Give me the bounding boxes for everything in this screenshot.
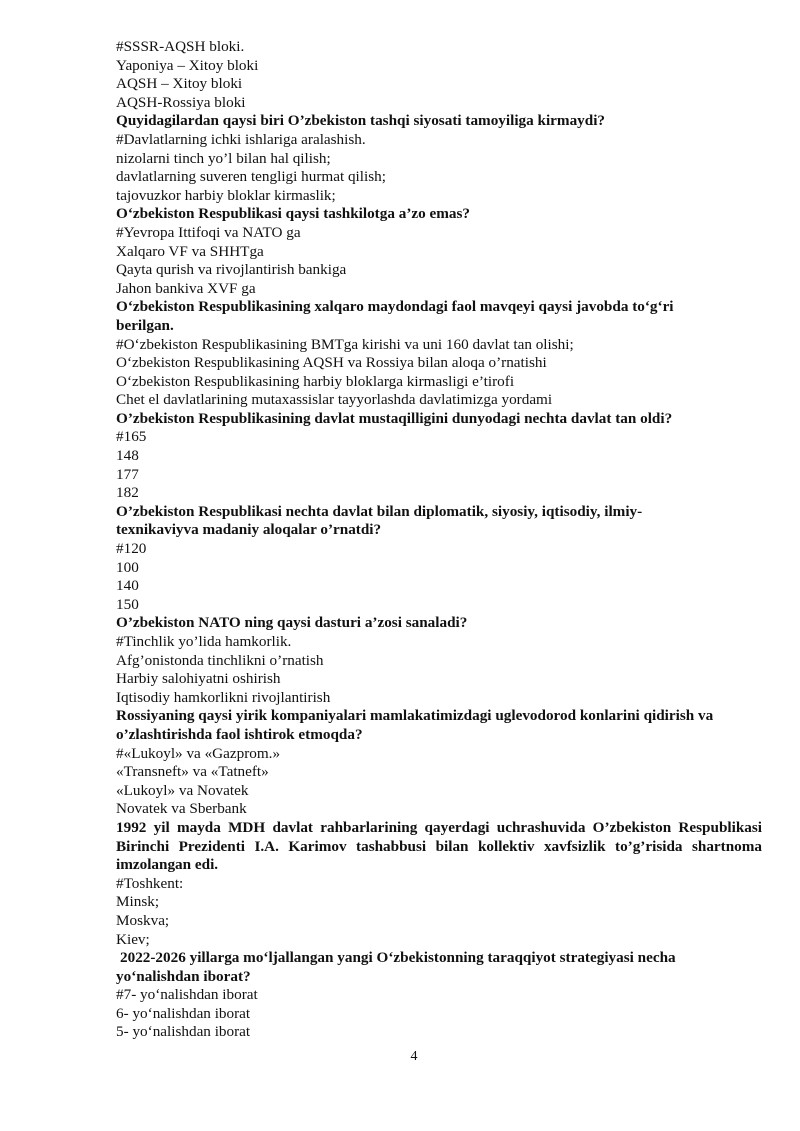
answer-option-correct: #«Lukoyl» va «Gazprom.»	[116, 744, 281, 762]
answer-option: O‘zbekiston Respublikasining AQSH va Rossiya bilan aloqa o’rnatishi	[116, 354, 547, 372]
document-body	[116, 38, 762, 1042]
answer-option: Minsk;	[116, 893, 160, 911]
question: O’zbekiston NATO ning qaysi dasturi a’zosi sanaladi?	[116, 614, 468, 632]
answer-option: Yaponiya – Xitoy bloki	[116, 56, 259, 74]
answer-option: Kiev;	[116, 930, 150, 948]
answer-option-correct: #Davlatlarning ichki ishlariga aralashish.	[116, 130, 366, 148]
answer-option-correct: #120	[116, 540, 147, 558]
answer-option: davlatlarning suveren tengligi hurmat qilish;	[116, 168, 386, 186]
question: O’zbekiston Respublikasi nechta davlat bilan diplomatik, siyosiy, iqtisodiy, ilmiy-texnikaviyva madaniy aloqalar o’rnatdi?	[116, 502, 643, 539]
answer-option-correct: #Tinchlik yo’lida hamkorlik.	[116, 633, 292, 650]
question: O‘zbekiston Respublikasi qaysi tashkilotga a’zo emas?	[116, 205, 470, 223]
answer-option: 150	[116, 595, 139, 613]
answer-option: nizolarni tinch yo’l bilan hal qilish;	[116, 149, 331, 167]
answer-option: 148	[116, 447, 139, 465]
answer-option: Chet el davlatlarining mutaxassislar tayyorlashda davlatimizga yordami	[116, 391, 553, 409]
question: Rossiyaning qaysi yirik kompaniyalari mamlakatimizdagi uglevodorod konlarini qidirish va o’zlashtirishda faol ishtirok etmoqda?	[116, 707, 714, 743]
question: O’zbekiston Respublikasining davlat mustaqilligini dunyodagi nechta davlat tan oldi?	[116, 409, 673, 427]
question: Quyidagilardan qaysi biri O’zbekiston tashqi siyosati tamoyiliga kirmaydi?	[116, 112, 606, 130]
answer-option-correct: #Toshkent:	[116, 874, 184, 892]
answer-option: 177	[116, 465, 139, 483]
answer-option: 140	[116, 577, 139, 595]
answer-option: tajovuzkor harbiy bloklar kirmaslik;	[116, 186, 336, 204]
answer-option: Moskva;	[116, 911, 170, 929]
answer-option: 5- yo‘nalishdan iborat	[116, 1023, 251, 1041]
answer-option: «Lukoyl» va Novatek	[116, 781, 249, 799]
question: O‘zbekiston Respublikasining xalqaro maydondagi faol mavqeyi qaysi javobda to‘g‘ri berilgan.	[116, 298, 674, 334]
answer-option: AQSH-Rossiya bloki	[116, 93, 246, 111]
answer-option-correct: #165	[116, 428, 147, 446]
answer-option: 182	[116, 484, 139, 502]
answer-option: Harbiy salohiyatni oshirish	[116, 670, 281, 688]
answer-option: 100	[116, 558, 139, 576]
answer-option: 6- yo‘nalishdan iborat	[116, 1004, 251, 1022]
answer-option: #SSSR-AQSH bloki.	[116, 38, 245, 55]
answer-option: «Transneft» va «Tatneft»	[116, 763, 269, 781]
answer-option-correct: #Yevropa Ittifoqi va NATO ga	[116, 223, 301, 241]
answer-option-correct: #7- yo‘nalishdan iborat	[116, 986, 258, 1004]
question: 1992 yil mayda MDH davlat rahbarlarining qayerdagi uchrashuvida O’zbekiston Respublikasi Birinchi Prezidenti I.A. Karimov tashabbusi bilan kollektiv xavfsizlik to’g’risida shartnoma imzolangan edi.	[116, 818, 762, 874]
question: 2022-2026 yillarga mo‘ljallangan yangi O‘zbekistonning taraqqiyot strategiyasi necha yo‘nalishdan iborat?	[116, 949, 676, 985]
page-number: 4	[410, 1049, 418, 1064]
answer-option: AQSH – Xitoy bloki	[116, 75, 243, 93]
answer-option: Jahon bankiva XVF ga	[116, 279, 256, 297]
answer-option: Xalqaro VF va SHHTga	[116, 242, 264, 260]
answer-option: Afg’onistonda tinchlikni o’rnatish	[116, 651, 324, 669]
answer-option: Novatek va Sberbank	[116, 800, 247, 818]
answer-option: Iqtisodiy hamkorlikni rivojlantirish	[116, 688, 331, 706]
answer-option: O‘zbekiston Respublikasining harbiy bloklarga kirmasligi e’tirofi	[116, 372, 515, 390]
answer-option: Qayta qurish va rivojlantirish bankiga	[116, 261, 347, 279]
answer-option-correct: #O‘zbekiston Respublikasining BMTga kirishi va uni 160 davlat tan olishi;	[116, 335, 574, 353]
